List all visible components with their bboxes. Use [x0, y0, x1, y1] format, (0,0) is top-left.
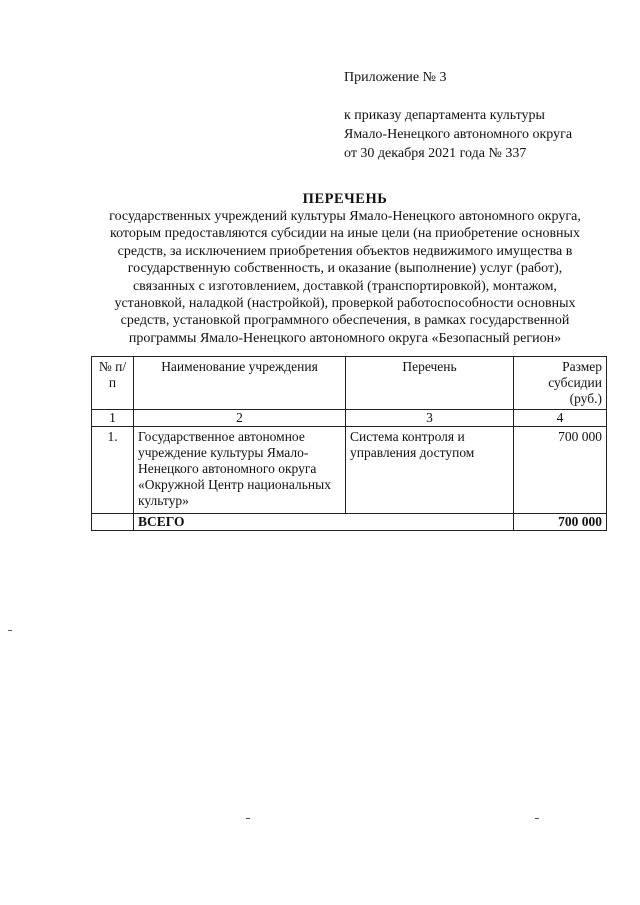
- scan-speck: [246, 818, 250, 819]
- subtitle-line-4: государственную собственность, и оказание (выполнение) услуг (работ),: [127, 261, 563, 277]
- row-institution: Государственное автономное учреждение культуры Ямало-Ненецкого автономного округа «Окружной Центр национальных культур»: [134, 427, 346, 514]
- appendix-block: [344, 68, 624, 163]
- subtitle-line-5: связанных с изготовлением, доставкой (транспортировкой), монтажом,: [132, 278, 558, 294]
- order-line-2: Ямало-Ненецкого автономного округа: [344, 127, 573, 142]
- column-number-row: [92, 410, 607, 427]
- header-no: № п/п: [92, 357, 134, 410]
- document-subtitle: [80, 208, 610, 347]
- subtitle-line-8: программы Ямало-Ненецкого автономного округа «Безопасный регион»: [128, 330, 562, 346]
- scan-speck: [8, 630, 12, 631]
- column-number-1: 1: [92, 410, 134, 427]
- scan-speck: [535, 818, 539, 819]
- row-amount: 700 000: [514, 427, 607, 514]
- total-label: ВСЕГО: [134, 514, 514, 531]
- order-reference: [344, 106, 624, 163]
- column-number-4: 4: [514, 410, 607, 427]
- order-line-1: к приказу департамента культуры: [344, 108, 545, 123]
- document-title: ПЕРЕЧЕНЬ: [302, 191, 388, 207]
- table-header-row: [92, 357, 607, 410]
- column-number-3: 3: [346, 410, 514, 427]
- row-list: Система контроля и управления доступом: [346, 427, 514, 514]
- header-amount: Размер субсидии (руб.): [514, 357, 607, 410]
- subtitle-line-2: которым предоставляются субсидии на иные цели (на приобретение основных: [110, 226, 580, 242]
- table-row: [92, 427, 607, 514]
- order-line-3: от 30 декабря 2021 года № 337: [344, 146, 527, 161]
- subtitle-line-6: установкой, наладкой (настройкой), проверкой работоспособности основных: [114, 296, 576, 312]
- row-no: 1.: [92, 427, 134, 514]
- subtitle-line-7: средств, установкой программного обеспечения, в рамках государственной: [120, 313, 570, 329]
- total-empty-cell: [92, 514, 134, 531]
- total-amount: 700 000: [514, 514, 607, 531]
- appendix-number: Приложение № 3: [344, 70, 447, 85]
- subsidy-table: [91, 356, 607, 531]
- subtitle-line-1: государственных учреждений культуры Ямало-Ненецкого автономного округа,: [109, 209, 581, 224]
- total-row: [92, 514, 607, 531]
- header-institution: Наименование учреждения: [134, 357, 346, 410]
- header-list: Перечень: [346, 357, 514, 410]
- subtitle-line-3: средств, за исключением приобретения объектов недвижимого имущества в: [117, 243, 573, 259]
- column-number-2: 2: [134, 410, 346, 427]
